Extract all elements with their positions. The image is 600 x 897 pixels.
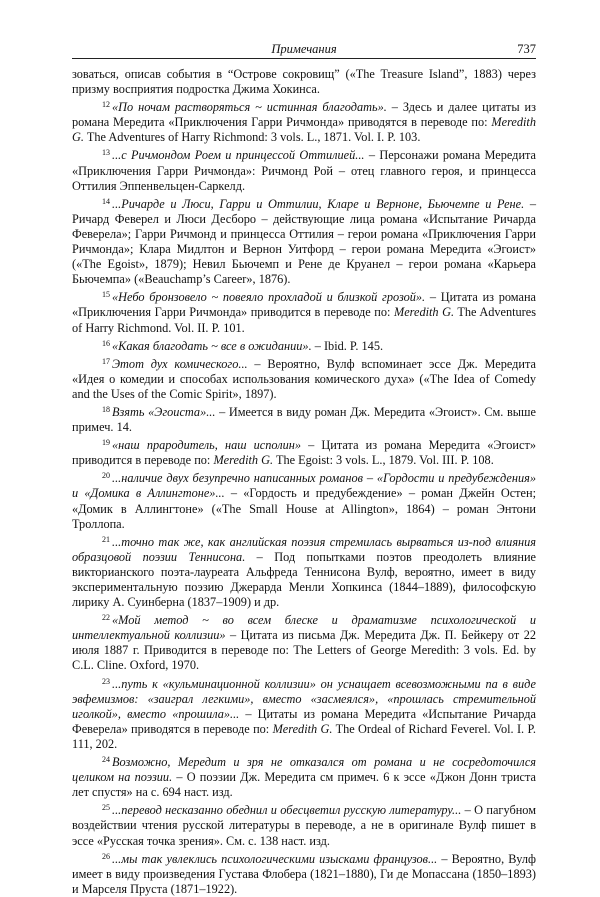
note-text: – О поэзии Дж. Мередита см примеч. 6 к эссе «Джон Донн триста лет спустя» на с. 694 наст. изд.: [72, 770, 536, 800]
note-14: [72, 194, 536, 288]
note-lemma: «Небо бронзовело ~ повеяло прохладой и близкой грозой».: [112, 290, 426, 305]
note-text: – Цитаты из романа Мередита «Испытание Ричарда Феверела» приводятся в переводе по:: [72, 706, 536, 736]
note-text: – Имеется в виду роман Дж. Мередита «Эгоист». См. выше примеч. 14.: [72, 404, 536, 435]
note-lemma: «Какая благодать ~ все в ожидании».: [112, 338, 312, 353]
note-26: [72, 849, 536, 897]
note-number: 23: [102, 676, 110, 686]
note-text: – Под попытками поэтов преодолеть влияние викторианского поэта-лауреата Альфреда Теннисона Вулф, вероятно, имеет в виду экспериментальную поэзию Джерарда Менли Хопкинса (1844–1889), философскую лирику А. Суинберна (1837–1909) и др.: [72, 549, 536, 610]
running-head: [72, 41, 536, 59]
note-text: – Персонажи романа Мередита «Приключения Гарри Ричмонда»: Ричмонд Рой – отец главного героя, и принцесса Оттилия Эппенвельцен-Саркелд.: [72, 148, 537, 193]
note-lemma: Этот дух комического...: [112, 356, 248, 371]
note-lemma: ...Ричарде и Люси, Гарри и Оттилии, Кларе и Верноне, Бьючемпе и Рене.: [112, 196, 525, 211]
note-lemma: Взять «Эгоиста»...: [112, 404, 216, 419]
note-text-tail: The Egoist: 3 vols. L., 1879. Vol. III. P. 108.: [273, 453, 494, 468]
note-12: [72, 97, 536, 145]
notes-body: [72, 67, 536, 897]
note-number: 20: [102, 471, 110, 481]
note-text: – Цитата из письма Дж. Мередита Дж. П. Бейкеру от 22 июля 1887 г. Приводится в переводе по: The Letters of George Meredith: 3 vols. Ed. by C.L. Cline. Oxford, 1970.: [72, 628, 536, 673]
note-number: 17: [102, 356, 110, 366]
note-number: 15: [102, 290, 110, 300]
note-23: [72, 674, 536, 752]
note-author: Meredith G.: [393, 305, 455, 320]
note-text: – Ричард Феверел и Люси Десборо – действующие лица романа «Испытание Ричарда Феверела»; Гарри Ричмонд и принцесса Оттилия – герои романа «Приключения Гарри Ричмонда»; Клара Мидлтон и Вернон Уитфорд – герои романа Мередита «Эгоист» («The Egoist», 1879); Невил Бьючемп и Рене де Круанел – герои романа «Карьера Бьючемпа» («Beauchamp’s Career», 1876).: [72, 196, 536, 287]
note-number: 19: [102, 438, 110, 448]
note-number: 13: [102, 148, 110, 158]
note-number: 22: [102, 613, 110, 623]
note-number: 12: [102, 100, 110, 110]
note-lemma: Возможно, Мередит и зря не отказался от романа и не сосредоточился целиком на поэзии.: [72, 755, 536, 785]
note-lemma: ...точно так же, как английская поэзия стремилась вырваться из-под влияния образцовой поэзии Теннисона.: [72, 534, 536, 564]
note-13: [72, 145, 536, 193]
note-number: 24: [102, 755, 110, 765]
note-text: – Вероятно, Вулф вспоминает эссе Дж. Мередита «Идея о комедии и способах использования комического духа» («The Idea of Comedy and the Uses of the Comic Spirit», 1897).: [72, 356, 536, 401]
note-text-tail: The Adventures of Harry Richmond: 3 vols. L., 1871. Vol. I. P. 103.: [83, 130, 421, 145]
note-lemma: «По ночам растворяться ~ истинная благодать».: [112, 100, 387, 115]
note-24: [72, 752, 536, 800]
note-lemma: ...путь к «кульминационной коллизии» он уснащает всевозможными па в виде эвфемизмов: «заиграл легкими», вместо «засмеялся», «прошлась стремительной иголкой», вместо «прошила»...: [72, 676, 536, 721]
note-18: [72, 402, 536, 435]
note-lemma: «наш прародитель, наш исполин»: [112, 438, 301, 453]
note-text: – Ibid. P. 145.: [311, 338, 384, 353]
note-22: [72, 610, 536, 673]
note-text: – О пагубном воздействии чтения русской литературы в переводе, а не в оригинале Вулф пишет в эссе «Русская точка зрения». См. с. 138 наст. изд.: [72, 803, 536, 848]
note-lemma: ...наличие двух безупречно написанных романов – «Гордости и предубеждения» и «Домика в Аллингтоне»...: [72, 471, 536, 501]
note-author: Meredith G.: [272, 721, 333, 736]
note-number: 16: [102, 338, 110, 348]
note-text: – «Гордость и предубеждение» – роман Джейн Остен; «Домик в Аллингтоне» («The Small House at Allington», 1864) – роман Энтони Троллопа.: [72, 486, 536, 531]
page-number: 737: [517, 42, 536, 56]
note-number: 25: [102, 803, 110, 813]
note-19: [72, 435, 536, 468]
continuation-paragraph: зоваться, описав события в “Острове сокровищ” («The Treasure Island”, 1883) через призму восприятия подростка Джима Хокинса.: [72, 67, 536, 97]
note-16: [72, 336, 536, 354]
note-25: [72, 800, 536, 848]
running-title: Примечания: [271, 42, 337, 56]
note-number: 14: [102, 196, 110, 206]
note-text-tail: The Adventures of Harry Richmond. Vol. II. P. 101.: [72, 305, 537, 335]
note-lemma: ...с Ричмондом Роем и принцессой Оттилией...: [112, 148, 365, 163]
note-text: – Вероятно, Вулф имеет в виду произведения Густава Флобера (1821–1880), Ги де Мопассана (1850–1893) и Марселя Пруста (1871–1922).: [72, 851, 536, 896]
note-text: – Здесь и далее цитаты из романа Мередита «Приключения Гарри Ричмонда» приводятся в переводе по:: [72, 100, 536, 130]
note-text: – Цитата из романа «Приключения Гарри Ричмонда» приводится в переводе по:: [72, 290, 536, 320]
note-text-tail: The Ordeal of Richard Feverel. Vol. I. P. 111, 202.: [72, 721, 536, 751]
note-21: [72, 532, 536, 610]
note-lemma: ...перевод несказанно обеднил и обесцветил русскую литературу...: [112, 803, 462, 818]
note-number: 21: [102, 534, 110, 544]
note-15: [72, 287, 536, 335]
note-text: – Цитата из романа Мередита «Эгоист» приводится в переводе по:: [72, 438, 536, 468]
header-rule: [72, 58, 536, 59]
note-author: Meredith G.: [72, 115, 536, 145]
note-lemma: «Мой метод ~ во всем блеске и драматизме психологической и интеллектуальной коллизии»: [72, 613, 536, 643]
note-number: 18: [102, 404, 110, 414]
note-author: Meredith G.: [213, 453, 274, 468]
note-number: 26: [102, 851, 110, 861]
note-17: [72, 354, 536, 402]
note-lemma: ...мы так увлеклись психологическими изысками французов...: [112, 851, 438, 866]
note-20: [72, 468, 536, 531]
